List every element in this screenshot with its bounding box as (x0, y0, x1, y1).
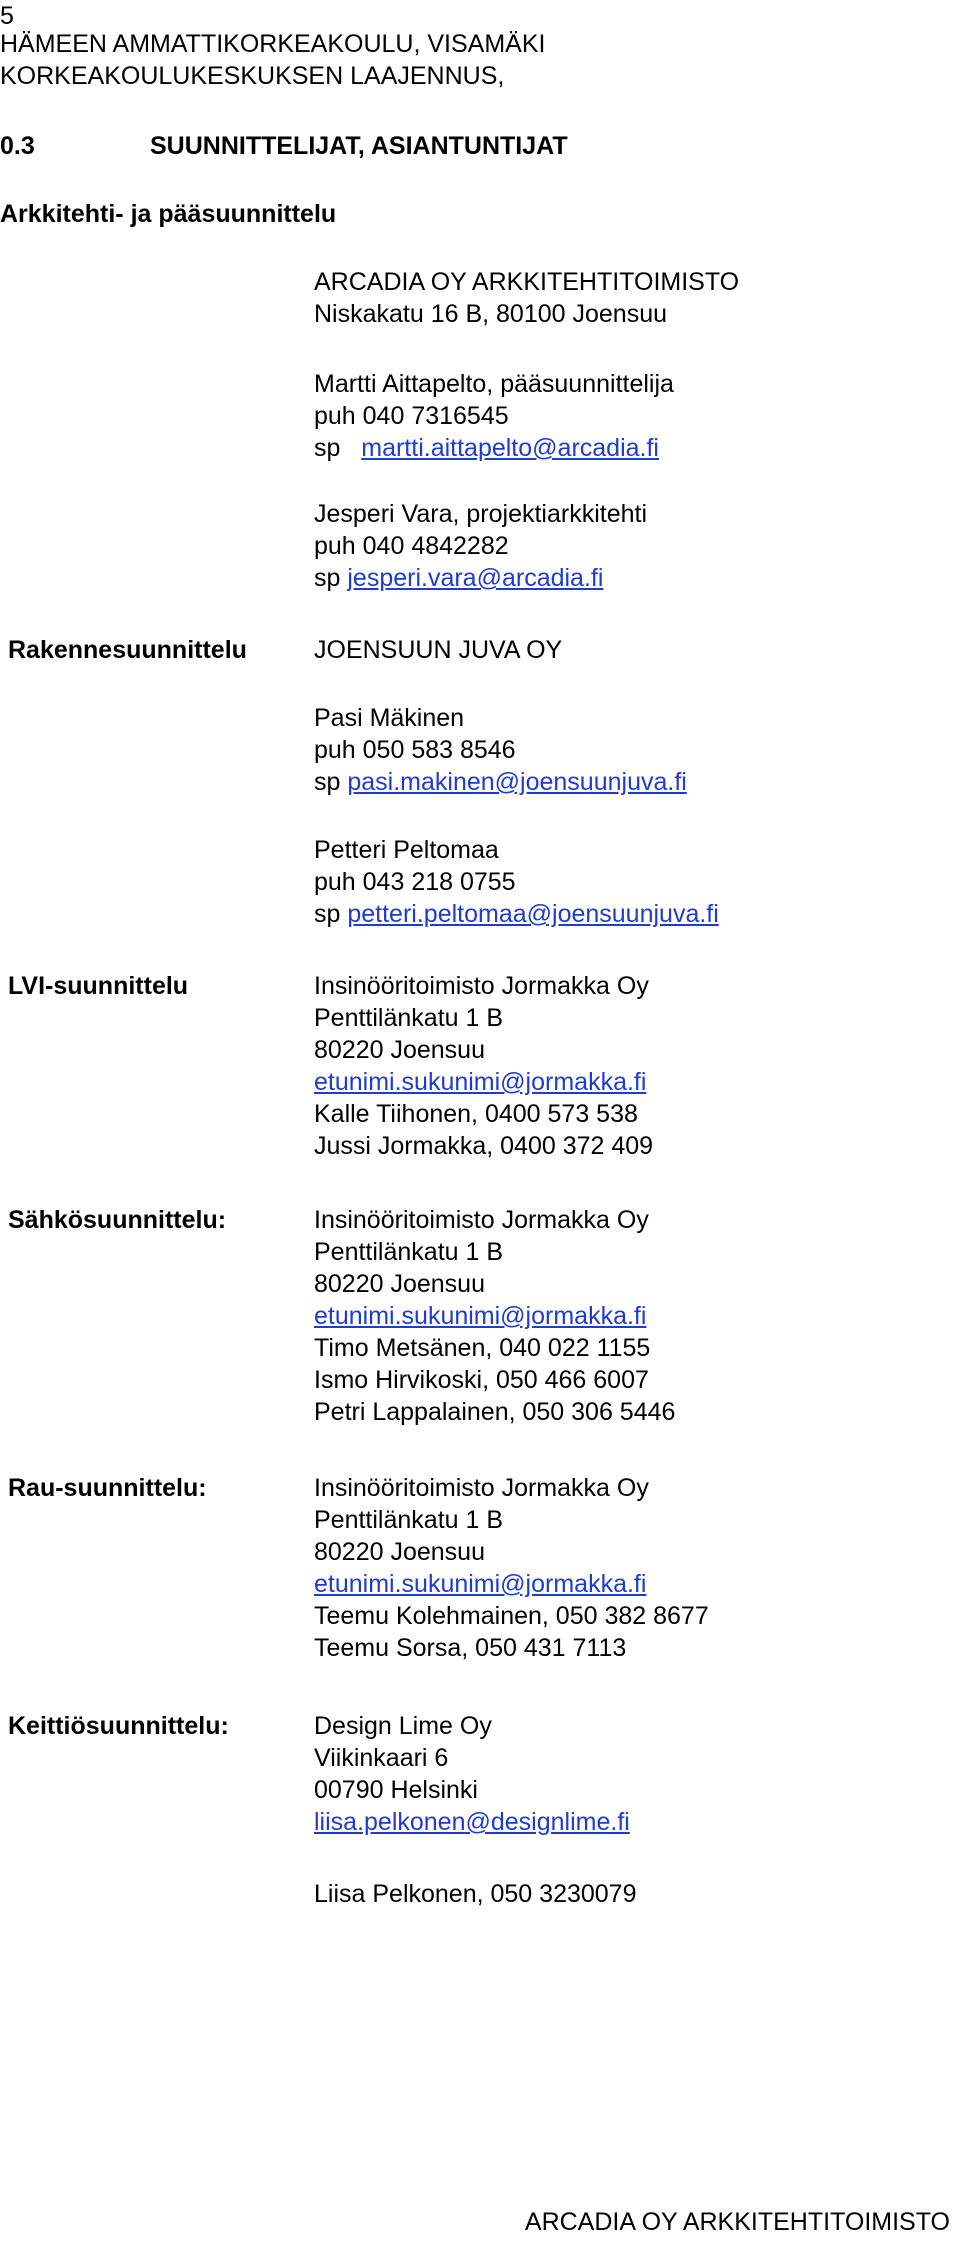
electrical-contact-2: Ismo Hirvikoski, 050 466 6007 (314, 1366, 649, 1394)
structural-person2-name: Petteri Peltomaa (314, 836, 499, 864)
header-line2: KORKEAKOULUKESKUKSEN LAAJENNUS, (0, 62, 505, 90)
structural-person1-phone: puh 050 583 8546 (314, 736, 516, 764)
structural-person2-phone: puh 043 218 0755 (314, 868, 516, 896)
structural-person2 (314, 834, 719, 930)
kitchen-company: Design Lime Oy (314, 1712, 492, 1740)
hvac-company: Insinööritoimisto Jormakka Oy (314, 972, 649, 1000)
kitchen-label: Keittiösuunnittelu: (8, 1712, 229, 1740)
rau-contact-1: Teemu Kolehmainen, 050 382 8677 (314, 1602, 709, 1630)
architect-person1-name: Martti Aittapelto, pääsuunnittelija (314, 370, 674, 398)
section-title: SUUNNITTELIJAT, ASIANTUNTIJAT (150, 132, 568, 160)
structural-company: JOENSUUN JUVA OY (314, 636, 563, 664)
electrical-street: Penttilänkatu 1 B (314, 1238, 504, 1266)
footer-text: ARCADIA OY ARKKITEHTITOIMISTO (524, 2208, 950, 2236)
architect-company: ARCADIA OY ARKKITEHTITOIMISTO (314, 268, 740, 296)
page-number: 5 (0, 2, 14, 30)
architect-label: Arkkitehti- ja pääsuunnittelu (0, 200, 337, 228)
kitchen-block (314, 1710, 630, 1838)
hvac-street: Penttilänkatu 1 B (314, 1004, 504, 1032)
structural-person1-email-row (314, 766, 687, 798)
rau-label: Rau-suunnittelu: (8, 1474, 207, 1502)
electrical-city: 80220 Joensuu (314, 1270, 485, 1298)
structural-person2-email-row (314, 898, 719, 930)
rau-street: Penttilänkatu 1 B (314, 1506, 504, 1534)
architect-person2-name: Jesperi Vara, projektiarkkitehti (314, 500, 648, 528)
electrical-label: Sähkösuunnittelu: (8, 1206, 227, 1234)
kitchen-city: 00790 Helsinki (314, 1776, 478, 1804)
hvac-contact-2: Jussi Jormakka, 0400 372 409 (314, 1132, 654, 1160)
hvac-label: LVI-suunnittelu (8, 972, 189, 1000)
email-prefix: sp (314, 900, 341, 928)
rau-city: 80220 Joensuu (314, 1538, 485, 1566)
architect-person2 (314, 498, 647, 594)
architect-person1-email-link[interactable]: martti.aittapelto@arcadia.fi (361, 434, 659, 462)
email-prefix: sp (314, 564, 341, 592)
rau-company: Insinööritoimisto Jormakka Oy (314, 1474, 649, 1502)
rau-email-link[interactable]: etunimi.sukunimi@jormakka.fi (314, 1570, 647, 1598)
section-number: 0.3 (0, 132, 35, 160)
rau-block (314, 1472, 709, 1664)
architect-person2-email-row (314, 562, 647, 594)
hvac-city: 80220 Joensuu (314, 1036, 485, 1064)
email-prefix: sp (314, 768, 341, 796)
electrical-company: Insinööritoimisto Jormakka Oy (314, 1206, 649, 1234)
structural-person2-email-link[interactable]: petteri.peltomaa@joensuunjuva.fi (347, 900, 719, 928)
structural-person1-name: Pasi Mäkinen (314, 704, 465, 732)
rau-contact-2: Teemu Sorsa, 050 431 7113 (314, 1634, 627, 1662)
header-line1: HÄMEEN AMMATTIKORKEAKOULU, VISAMÄKI (0, 30, 546, 58)
electrical-block (314, 1204, 675, 1428)
email-prefix: sp (314, 434, 341, 462)
hvac-contact-1: Kalle Tiihonen, 0400 573 538 (314, 1100, 638, 1128)
kitchen-street: Viikinkaari 6 (314, 1744, 449, 1772)
electrical-contact-3: Petri Lappalainen, 050 306 5446 (314, 1398, 676, 1426)
architect-address: Niskakatu 16 B, 80100 Joensuu (314, 300, 668, 328)
electrical-contact-1: Timo Metsänen, 040 022 1155 (314, 1334, 651, 1362)
architect-person2-email-link[interactable]: jesperi.vara@arcadia.fi (347, 564, 604, 592)
structural-person1 (314, 702, 687, 798)
kitchen-email-link[interactable]: liisa.pelkonen@designlime.fi (314, 1808, 630, 1836)
electrical-email-link[interactable]: etunimi.sukunimi@jormakka.fi (314, 1302, 647, 1330)
architect-block (314, 266, 739, 330)
kitchen-contact: Liisa Pelkonen, 050 3230079 (314, 1880, 637, 1908)
architect-person1-phone: puh 040 7316545 (314, 402, 509, 430)
hvac-block (314, 970, 653, 1162)
architect-person1 (314, 368, 674, 464)
architect-person1-email-row (314, 432, 674, 464)
architect-person2-phone: puh 040 4842282 (314, 532, 509, 560)
structural-person1-email-link[interactable]: pasi.makinen@joensuunjuva.fi (347, 768, 687, 796)
hvac-email-link[interactable]: etunimi.sukunimi@jormakka.fi (314, 1068, 647, 1096)
structural-label: Rakennesuunnittelu (8, 636, 247, 664)
